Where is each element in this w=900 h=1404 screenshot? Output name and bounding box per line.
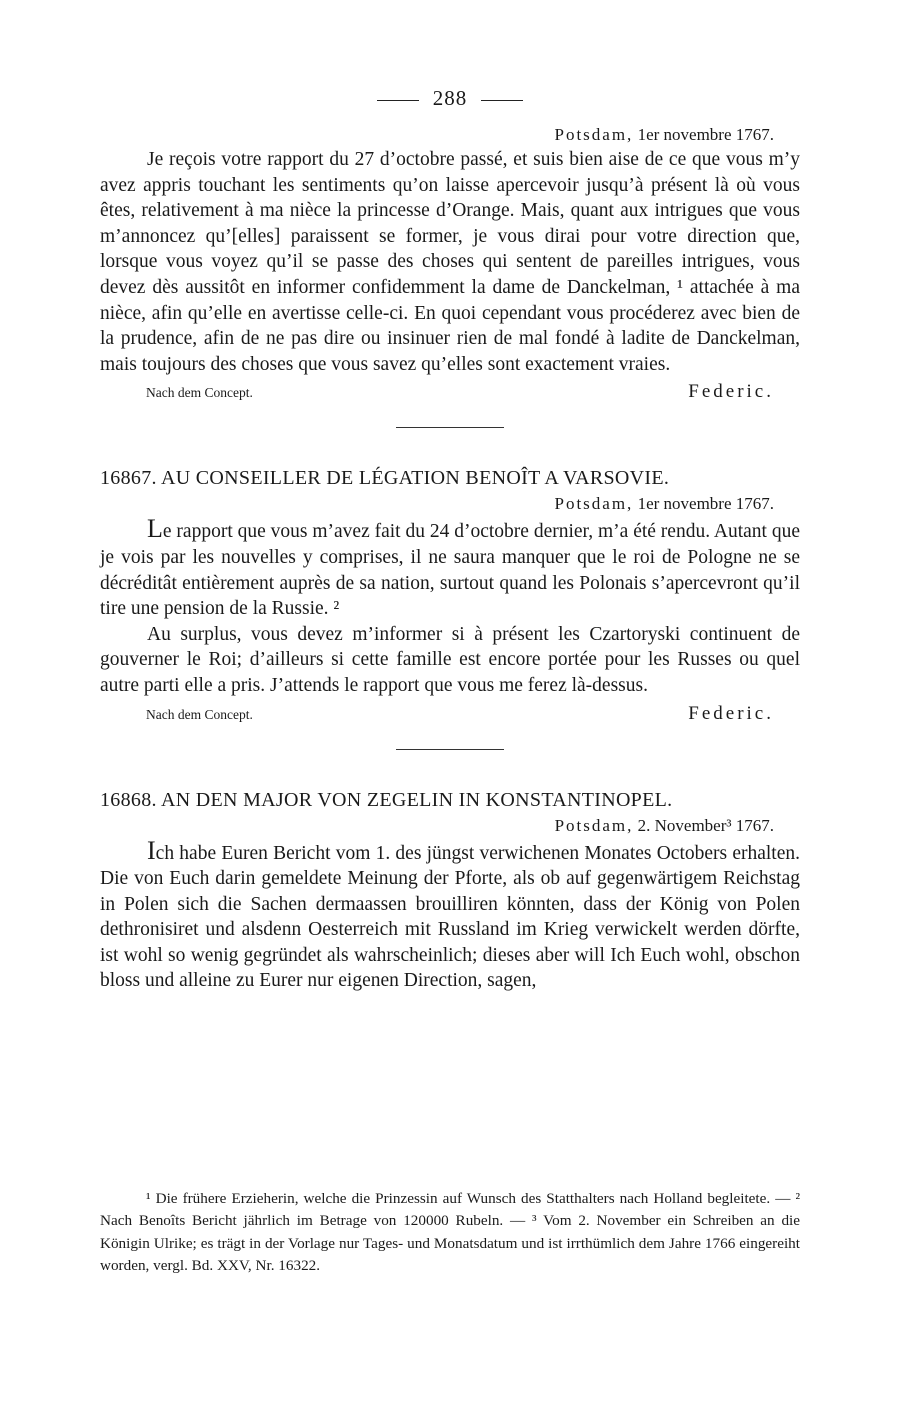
- footnotes-text: ¹ Die frühere Erzieherin, welche die Prinzessin auf Wunsch des Statthalters nach Holland begleitete. — ² Nach Benoîts Bericht jährlich im Betrage von 120000 Rubeln. — ³ Vom 2. November ein Schreiben an die Königin Ulrike; es trägt in der Vorlage nur Tages- und Monatsdatum und ist irrthümlich dem Jahre 1766 eingereiht worden, vergl. Bd. XXV, Nr. 16322.: [100, 1190, 800, 1274]
- letter-2-signature: Federic.: [688, 702, 774, 724]
- letter-1-dateline: [100, 123, 774, 147]
- section-divider-1: [396, 427, 504, 428]
- letter-2-paragraph-1: Le rapport que vous m’avez fait du 24 d’octobre dernier, m’a été rendu. Autant que je vois par les nouvelles y comprises, il ne saura manquer que le roi de Pologne ne se décréditât entièrement auprès de sa nation, surtout quand les Polonais s’apercevront qu’il tire une pension de la Russie. ²: [100, 514, 800, 620]
- page-number-row: [100, 86, 800, 111]
- letter-1-signature: Federic.: [688, 381, 774, 403]
- letter-3-paragraph-1: Ich habe Euren Bericht vom 1. des jüngst verwichenen Monates Octobers erhalten. Die von Euch darin gemeldete Meinung der Pforte, als ob auf gegenwärtigem Reichstag in Polen sich die Sachen dermaassen brouilliren könnten, dass der König von Polen dethronisiret und alsdenn Oesterreich mit Russland im Krieg verwickelt werden dörfte, ist wohl so wenig gegründet als wahrscheinlich; dieses aber will Ich Euch wohl, obschon bloss und alleine zu Eurer nur eigenen Direction, sagen,: [100, 835, 800, 992]
- letter-2-dateline-place: Potsdam,: [554, 494, 634, 514]
- letter-3-dateline: [100, 814, 774, 838]
- letter-3-dateline-date: 2. November³ 1767.: [637, 815, 774, 835]
- footnotes: [100, 1188, 800, 1277]
- letter-2-signature-row: [146, 703, 774, 725]
- letter-2-dateline: [100, 492, 774, 516]
- letter-2-dateline-date: 1er novembre 1767.: [637, 494, 774, 514]
- page-number: 288: [432, 86, 468, 110]
- letter-1-dateline-date: 1er novembre 1767.: [637, 125, 774, 144]
- section-divider-2: [396, 749, 504, 750]
- letter-2-source: Nach dem Concept.: [146, 706, 253, 722]
- letter-2-heading: 16867. AU CONSEILLER DE LÉGATION BENOÎT A VARSOVIE.: [100, 467, 670, 490]
- page-number-dash-left: [377, 100, 419, 101]
- letter-3: [100, 786, 800, 995]
- letter-1-source: Nach dem Concept.: [146, 385, 253, 401]
- page-body: [100, 86, 800, 994]
- letter-1-paragraph-1: Je reçois votre rapport du 27 d’octobre passé, et suis bien aise de ce que vous m’y avez appris touchant les sentiments qu’on laisse apercevoir jusqu’à présent là où vous êtes, relativement à ma nièce la princesse d’Orange. Mais, quant aux intrigues que vous m’annoncez qu’[elles] paraissent se former, je vous dirai pour votre direction que, lorsque vous voyez qu’il se passe des choses qui sentent de pareilles intrigues, vous devez dès aussitôt en informer confidemment la dame de Danckelman, ¹ attachée à ma nièce, afin qu’elle en avertisse celle-ci. En quoi cependant vous procéderez avec bien de la prudence, afin de ne pas dire ou insinuer rien de mal fondé à ladite de Danckelman, mais toujours des choses que vous savez qu’elles sont exactement vraies.: [100, 149, 800, 375]
- letter-1: [100, 123, 800, 403]
- letter-1-dateline-place: Potsdam,: [554, 125, 634, 144]
- letter-3-dateline-place: Potsdam,: [554, 815, 634, 835]
- page-number-dash-right: [481, 100, 523, 101]
- letter-1-signature-row: [146, 381, 774, 403]
- letter-2-paragraph-2: Au surplus, vous devez m’informer si à présent les Czartoryski continuent de gouverner le Roi; d’ailleurs si cette famille est encore portée pour les Russes ou quel autre parti elle a pris. J’attends le rapport que vous me ferez là-dessus.: [100, 623, 800, 696]
- letter-2: [100, 464, 800, 724]
- letter-3-heading: 16868. AN DEN MAJOR VON ZEGELIN IN KONSTANTINOPEL.: [100, 788, 673, 811]
